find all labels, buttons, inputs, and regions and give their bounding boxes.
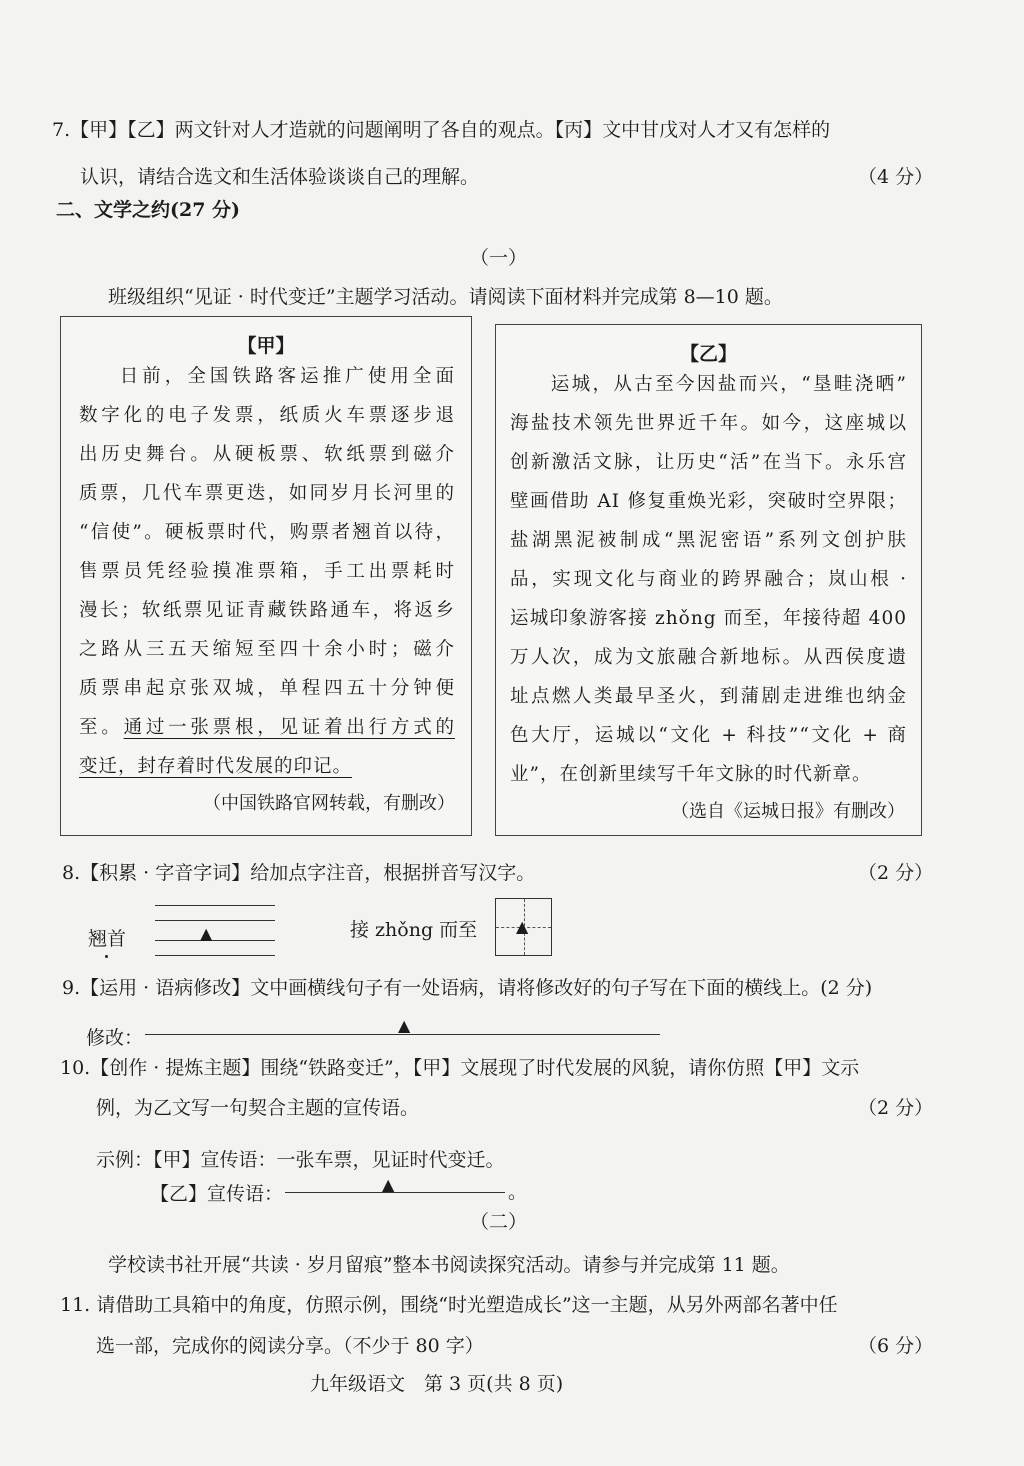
question-11-line1: 11. 请借助工具箱中的角度，仿照示例，围绕“时光塑造成长”这一主题，从另外两部名著中任 <box>60 1294 838 1316</box>
passage-line <box>79 708 455 747</box>
passage-line: 数字化的电子发票，纸质火车票逐步退 <box>79 405 455 426</box>
question-10-example: 示例：【甲】宣传语：一张车票，见证时代变迁。 <box>96 1149 505 1171</box>
passage-line: 出历史舞台。从硬板票、软纸票到磁介 <box>79 444 455 465</box>
answer-end-mark: 。 <box>508 1181 528 1203</box>
part-2-intro: 学校读书社开展“共读 · 岁月留痕”整本书阅读探究活动。请参与并完成第 11 题。 <box>108 1254 790 1276</box>
passage-line: 品，实现文化与商业的跨界融合；岚山根 · <box>510 569 907 590</box>
passage-jia-title: 【甲】 <box>237 335 295 357</box>
pinyin-line[interactable] <box>155 955 275 956</box>
pinyin-line[interactable] <box>155 905 275 906</box>
section-title: 二、文学之约(27 分) <box>56 199 241 221</box>
pinyin-line[interactable] <box>155 940 275 941</box>
passage-line: 万人次，成为文旅融合新地标。从西侯度遗 <box>510 647 907 668</box>
question-7-line1: 7.【甲】【乙】两文针对人才造就的问题阐明了各自的观点。【丙】文中甘戊对人才又有怎样的 <box>52 119 831 141</box>
passage-line: 盐湖黑泥被制成“黑泥密语”系列文创护肤 <box>510 530 907 551</box>
pinyin-line[interactable] <box>155 920 275 921</box>
question-7-score: （4 分） <box>858 166 934 188</box>
part-2-label: （二） <box>470 1211 528 1233</box>
question-8: 8.【积累 · 字音字词】给加点字注音，根据拼音写汉字。 <box>62 862 536 884</box>
question-7-line2: 认识，请结合选文和生活体验谈谈自己的理解。 <box>80 166 480 188</box>
passage-text: 至。 <box>79 717 124 738</box>
answer-placeholder-icon: ▲ <box>200 924 213 943</box>
passage-line: 业”，在创新里续写千年文脉的时代新章。 <box>510 764 872 785</box>
question-11-line2: 选一部，完成你的阅读分享。（不少于 80 字） <box>96 1335 484 1357</box>
dotted-word: 翘首 <box>88 928 127 950</box>
question-10-line2: 例，为乙文写一句契合主题的宣传语。 <box>96 1097 420 1119</box>
passage-jia-source: （中国铁路官网转载，有删改） <box>203 793 455 814</box>
question-10-score: （2 分） <box>858 1097 934 1119</box>
passage-yi-title: 【乙】 <box>679 343 737 365</box>
character-grid[interactable] <box>495 898 552 956</box>
passage-line: 创新激活文脉，让历史“活”在当下。永乐宫 <box>510 452 907 473</box>
answer-placeholder-icon: ▲ <box>398 1016 411 1035</box>
passage-line <box>79 747 455 786</box>
passage-yi <box>495 324 922 836</box>
passage-line: 址点燃人类最早圣火，到蒲剧走进维也纳金 <box>510 686 907 707</box>
passage-yi-source: （选自《运城日报》有删改） <box>671 801 905 822</box>
word-qiaoshou <box>88 927 126 951</box>
passage-jia <box>60 316 472 836</box>
question-10-answer-label: 【乙】宣传语： <box>150 1183 284 1205</box>
part-1-intro: 班级组织“见证 · 时代变迁”主题学习活动。请阅读下面材料并完成第 8—10 题。 <box>108 286 783 308</box>
passage-line: 漫长；软纸票见证青藏铁路通车，将返乡 <box>79 600 455 621</box>
part-1-label: （一） <box>470 247 528 269</box>
passage-line: 运城印象游客接 zhǒng 而至，年接待超 400 <box>510 608 907 629</box>
passage-line: 售票员凭经验摸准票箱，手工出票耗时 <box>79 561 455 582</box>
answer-line[interactable] <box>285 1192 505 1193</box>
passage-line: “信使”。硬板票时代，购票者翘首以待， <box>79 522 455 543</box>
answer-placeholder-icon: ▲ <box>382 1175 395 1194</box>
passage-line: 质票，几代车票更迭，如同岁月长河里的 <box>79 483 455 504</box>
question-11-score: （6 分） <box>858 1335 934 1357</box>
passage-line: 壁画借助 AI 修复重焕光彩，突破时空界限； <box>510 491 907 512</box>
passage-line: 质票串起京张双城，单程四五十分钟便 <box>79 678 455 699</box>
question-9: 9.【运用 · 语病修改】文中画横线句子有一处语病，请将修改好的句子写在下面的横线上。(2 分) <box>62 977 873 999</box>
underlined-sentence: 通过一张票根，见证着出行方式的 <box>123 717 455 738</box>
answer-placeholder-icon: ▲ <box>516 917 529 936</box>
question-10-line1: 10.【创作 · 提炼主题】围绕“铁路变迁”，【甲】文展现了时代发展的风貌，请你仿照【甲】文示 <box>60 1057 860 1079</box>
passage-line: 海盐技术领先世界近千年。如今，这座城以 <box>510 413 907 434</box>
passage-line: 日前，全国铁路客运推广使用全面 <box>119 366 455 387</box>
passage-line: 运城，从古至今因盐而兴，“垦畦浇晒” <box>550 374 907 395</box>
passage-line: 之路从三五天缩短至四十余小时；磁介 <box>79 639 455 660</box>
word-zhong: 接 zhǒng 而至 <box>350 919 478 941</box>
underlined-sentence: 变迁，封存着时代发展的印记。 <box>79 756 353 777</box>
page-footer: 九年级语文 第 3 页(共 8 页) <box>310 1373 564 1395</box>
passage-line: 色大厅，运城以“文化 + 科技”“文化 + 商 <box>510 725 907 746</box>
question-8-score: （2 分） <box>858 862 934 884</box>
question-9-answer-label: 修改： <box>86 1027 144 1049</box>
